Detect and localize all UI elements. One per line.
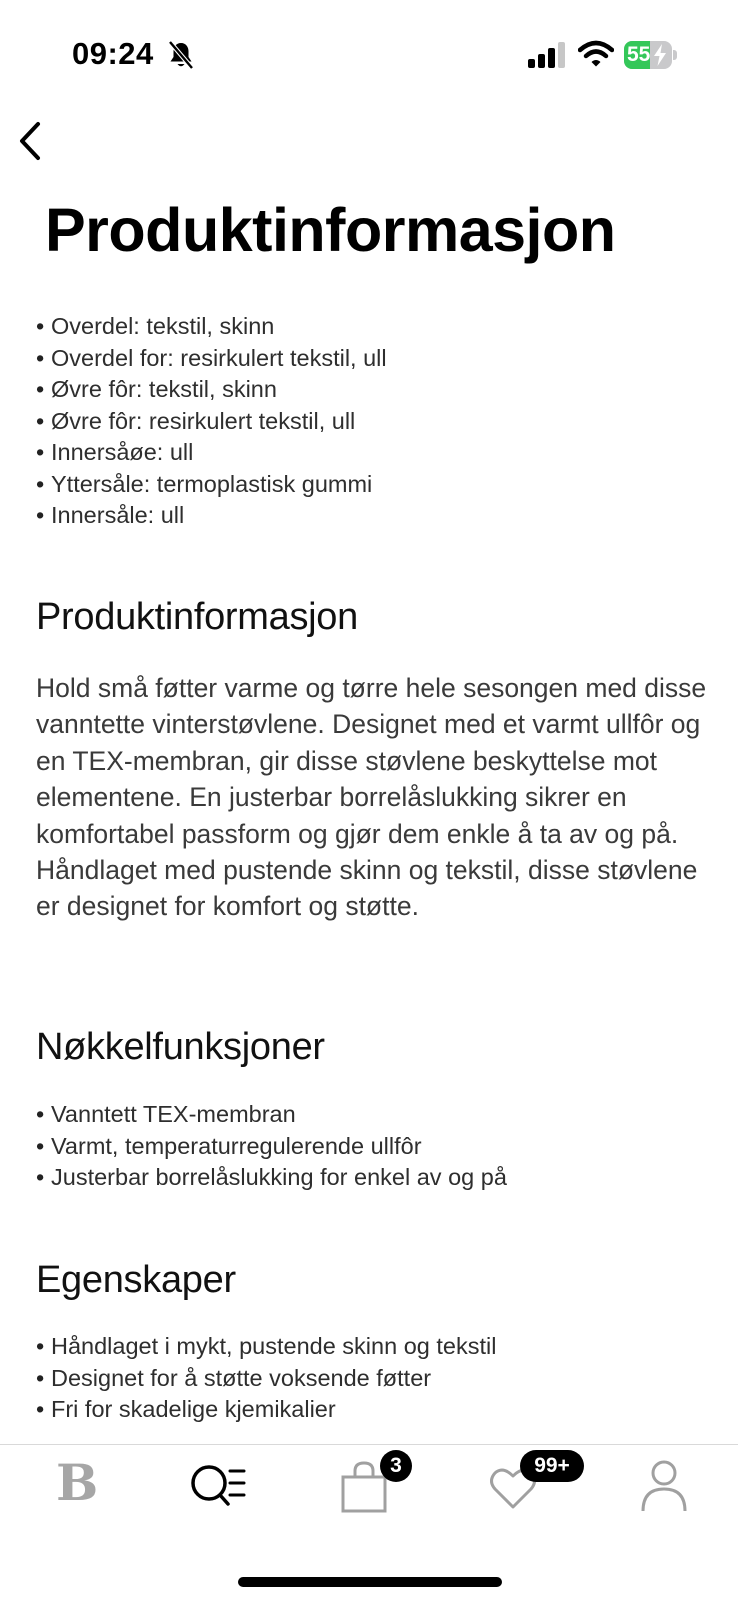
product-description: Hold små føtter varme og tørre hele sesongen med disse vanntette vinterstøvlene. Designet med et varmt ullfôr og en TEX-membran, gir disse støvlene beskyttelse mot elementene. En justerbar borrelåslukking sikrer en komfortabel passform og gjør dem enkle å ta av og på. Håndlaget med pustende skinn og tekstil, disse støvlene er designet for komfort og støtte. xyxy=(36,673,707,922)
properties-list xyxy=(36,1331,496,1426)
status-time: 09:24 xyxy=(72,36,154,71)
key-features-heading: Nøkkelfunksjoner xyxy=(36,1026,325,1068)
nav-wishlist[interactable] xyxy=(490,1454,590,1519)
product-info-heading: Produktinformasjon xyxy=(36,596,358,638)
nav-cart[interactable] xyxy=(340,1454,430,1519)
charging-bolt-icon xyxy=(653,44,667,66)
cellular-signal-icon xyxy=(528,42,568,68)
nav-home[interactable] xyxy=(40,1453,120,1519)
properties-heading: Egenskaper xyxy=(36,1259,236,1301)
list-item: • Innersåle: ull xyxy=(36,500,387,532)
brand-logo-icon: B xyxy=(56,1453,99,1512)
wishlist-count-badge: 99+ xyxy=(520,1450,584,1482)
list-item: • Varmt, temperaturregulerende ullfôr xyxy=(36,1131,507,1163)
battery-level: 55 xyxy=(627,43,651,66)
list-item: • Justerbar borrelåslukking for enkel av og på xyxy=(36,1162,507,1194)
list-item: • Overdel: tekstil, skinn xyxy=(36,311,387,343)
nav-profile[interactable] xyxy=(640,1459,688,1519)
materials-list xyxy=(36,311,387,532)
wifi-icon xyxy=(578,40,614,68)
list-item: • Overdel for: resirkulert tekstil, ull xyxy=(36,343,387,375)
list-item: • Håndlaget i mykt, pustende skinn og tekstil xyxy=(36,1331,496,1363)
bell-muted-icon xyxy=(167,40,195,70)
search-menu-icon xyxy=(188,1459,252,1515)
list-item: • Øvre fôr: tekstil, skinn xyxy=(36,374,387,406)
features-list xyxy=(36,1099,507,1194)
back-chevron-icon[interactable] xyxy=(12,118,52,164)
home-indicator[interactable] xyxy=(238,1577,502,1587)
battery-indicator xyxy=(624,41,676,69)
status-bar xyxy=(0,0,738,100)
profile-icon xyxy=(640,1459,688,1515)
list-item: • Yttersåle: termoplastisk gummi xyxy=(36,469,387,501)
cart-count-badge: 3 xyxy=(380,1450,412,1482)
list-item: • Fri for skadelige kjemikalier xyxy=(36,1394,496,1426)
list-item: • Designet for å støtte voksende føtter xyxy=(36,1363,496,1395)
list-item: • Øvre fôr: resirkulert tekstil, ull xyxy=(36,406,387,438)
page-title: Produktinformasjon xyxy=(45,196,616,264)
list-item: • Innersåøe: ull xyxy=(36,437,387,469)
nav-search[interactable] xyxy=(188,1459,252,1519)
list-item: • Vanntett TEX-membran xyxy=(36,1099,507,1131)
